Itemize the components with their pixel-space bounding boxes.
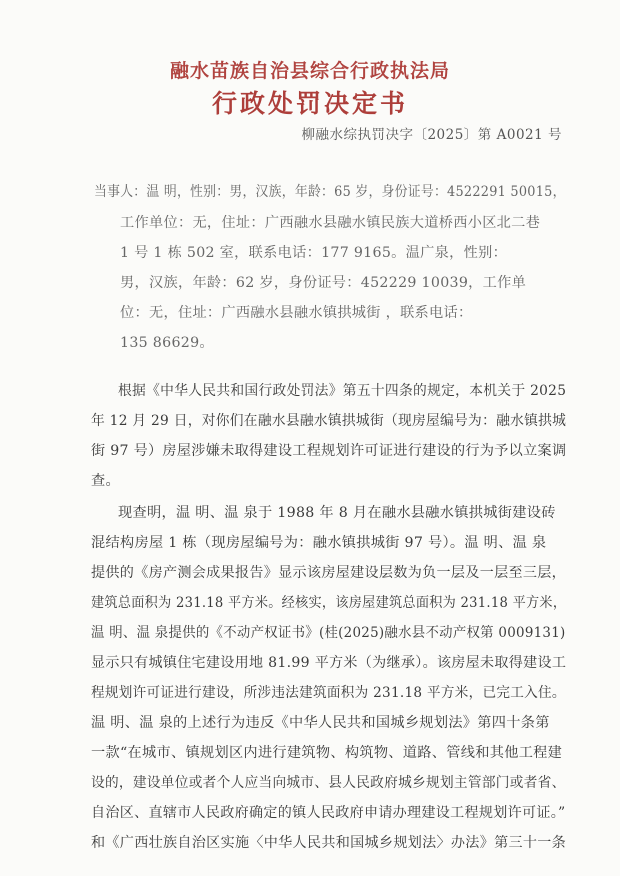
document-title: 行政处罚决定书 xyxy=(211,89,408,118)
party-line: 位：无，住址：广西融水县融水镇拱城街 ，联系电话： xyxy=(120,305,473,321)
body-line: 现查明，温 明、温 泉于 1988 年 8 月在融水县融水镇拱城街建设砖 xyxy=(118,505,556,521)
body-line: 设的，建设单位或者个人应当向城市、县人民政府城乡规划主管部门或者省、 xyxy=(91,775,566,791)
body-line: 根据《中华人民共和国行政处罚法》第五十四条的规定，本机关于 2025 xyxy=(118,383,567,399)
body-line: 温 明、温 泉的上述行为违反《中华人民共和国城乡规划法》第四十条第 xyxy=(91,715,550,731)
party-line: 1 号 1 栋 502 室，联系电话：177 9165。温广泉，性别： xyxy=(120,245,508,261)
issuing-agency: 融水苗族自治县综合行政执法局 xyxy=(169,60,450,82)
document-number: 柳融水综执罚决字〔2025〕第 A0021 号 xyxy=(301,127,562,143)
body-line: 一款“在城市、镇规划区内进行建筑物、构筑物、道路、管线和其他工程建 xyxy=(91,745,563,761)
body-line: 提供的《房产测会成果报告》显示该房屋建设层数为负一层及一层至三层， xyxy=(91,565,567,581)
body-line: 查。 xyxy=(91,473,120,489)
party-line: 当事人：温 明，性别：男，汉族，年龄：65 岁，身份证号：4522291 50015， xyxy=(94,184,566,200)
body-line: 温 明、温 泉提供的《不动产权证书》(桂(2025)融水县不动产权第 0009131) xyxy=(91,625,566,641)
body-line: 街 97 号）房屋涉嫌未取得建设工程规划许可证进行建设的行为予以立案调 xyxy=(91,443,567,459)
body-line: 自治区、直辖市人民政府确定的镇人民政府申请办理建设工程规划许可证。” xyxy=(91,805,566,821)
body-line: 程规划许可证进行建设，所涉违法建筑面积为 231.18 平方米，已完工入住。 xyxy=(91,685,566,701)
party-line: 工作单位：无，住址：广西融水县融水镇民族大道桥西小区北二巷 xyxy=(120,215,541,231)
body-line: 年 12 月 29 日，对你们在融水县融水镇拱城街（现房屋编号为：融水镇拱城 xyxy=(91,413,567,429)
body-line: 建筑总面积为 231.18 平方米。经核实，该房屋建筑总面积为 231.18 平方米， xyxy=(91,595,567,611)
party-line: 男，汉族，年龄：62 岁，身份证号：452229 10039，工作单 xyxy=(120,275,527,291)
body-line: 和《广西壮族自治区实施〈中华人民共和国城乡规划法〉办法》第三十一条 xyxy=(91,835,567,851)
body-line: 显示只有城镇住宅建设用地 81.99 平方米（为继承）。该房屋未取得建设工 xyxy=(91,655,567,671)
party-line: 135 86629。 xyxy=(120,335,214,351)
body-line: 混结构房屋 1 栋（现房屋编号为：融水镇拱城街 97 号）。温 明、温 泉 xyxy=(91,535,547,551)
